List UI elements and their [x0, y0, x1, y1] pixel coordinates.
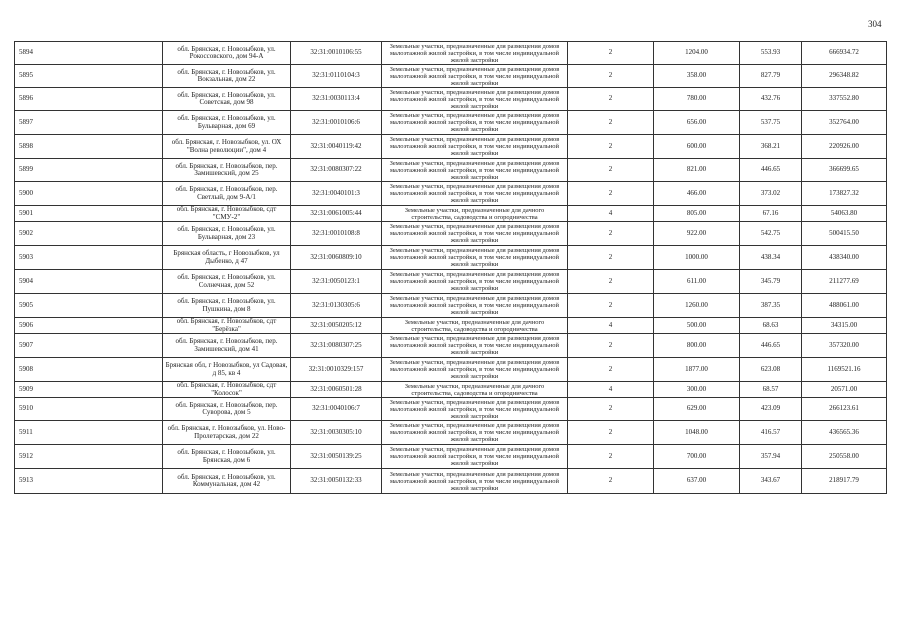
record-number: 5904 [15, 270, 163, 294]
use-group-cell: 2 [568, 398, 654, 421]
land-use-cell: Земельные участки, предназначенные для размещения домов малоэтажной жилой застройки, в том числе индивидуальной жилой застройки [382, 111, 568, 135]
land-use-cell: Земельные участки, предназначенные для размещения домов малоэтажной жилой застройки, в том числе индивидуальной жилой застройки [382, 135, 568, 159]
specific-value-cell: 67.16 [740, 206, 802, 222]
cadastral-number-cell: 32:31:0080307:22 [291, 159, 382, 182]
area-cell: 800.00 [654, 334, 740, 358]
area-cell: 611.00 [654, 270, 740, 294]
land-use-cell: Земельные участки, предназначенные для размещения домов малоэтажной жилой застройки, в том числе индивидуальной жилой застройки [382, 421, 568, 445]
table-row [15, 421, 887, 445]
area-cell: 821.00 [654, 159, 740, 182]
record-number: 5905 [15, 294, 163, 318]
record-number: 5906 [15, 318, 163, 334]
cadastral-value-cell: 20571.00 [802, 382, 887, 398]
specific-value-cell: 357.94 [740, 445, 802, 469]
address-cell: обл. Брянская, г. Новозыбков, ул. ОХ "Волна революции", дом 4 [163, 135, 291, 159]
use-group-cell: 2 [568, 334, 654, 358]
cadastral-number-cell: 32:31:0060501:28 [291, 382, 382, 398]
table-row [15, 382, 887, 398]
land-use-cell: Земельные участки, предназначенные для размещения домов малоэтажной жилой застройки, в том числе индивидуальной жилой застройки [382, 358, 568, 382]
area-cell: 1000.00 [654, 246, 740, 270]
address-cell: обл. Брянская, г. Новозыбков, ул. Солнечная, дом 52 [163, 270, 291, 294]
area-cell: 466.00 [654, 182, 740, 206]
specific-value-cell: 345.79 [740, 270, 802, 294]
cadastral-number-cell: 32:31:0110104:3 [291, 65, 382, 88]
cadastral-value-table [14, 41, 887, 494]
address-cell: обл. Брянская, г. Новозыбков, ул. Вокзальная, дом 22 [163, 65, 291, 88]
area-cell: 300.00 [654, 382, 740, 398]
table-row [15, 318, 887, 334]
land-use-cell: Земельные участки, предназначенные для дачного строительства, садоводства и огородничества [382, 206, 568, 222]
table-row [15, 398, 887, 421]
table-row [15, 270, 887, 294]
land-use-cell: Земельные участки, предназначенные для размещения домов малоэтажной жилой застройки, в том числе индивидуальной жилой застройки [382, 294, 568, 318]
specific-value-cell: 446.65 [740, 159, 802, 182]
area-cell: 922.00 [654, 222, 740, 246]
use-group-cell: 2 [568, 358, 654, 382]
table-row [15, 358, 887, 382]
specific-value-cell: 537.75 [740, 111, 802, 135]
address-cell: обл. Брянская, г. Новозыбков, ул. Бульварная, дом 23 [163, 222, 291, 246]
cadastral-number-cell: 32:31:0050132:33 [291, 469, 382, 494]
land-use-cell: Земельные участки, предназначенные для размещения домов малоэтажной жилой застройки, в том числе индивидуальной жилой застройки [382, 182, 568, 206]
record-number: 5895 [15, 65, 163, 88]
land-use-cell: Земельные участки, предназначенные для размещения домов малоэтажной жилой застройки, в том числе индивидуальной жилой застройки [382, 246, 568, 270]
land-use-cell: Земельные участки, предназначенные для дачного строительства, садоводства и огородничества [382, 318, 568, 334]
area-cell: 600.00 [654, 135, 740, 159]
cadastral-value-cell: 220926.00 [802, 135, 887, 159]
table-row [15, 88, 887, 111]
use-group-cell: 2 [568, 421, 654, 445]
address-cell: обл. Брянская, г. Новозыбков, ул. Коммунальная, дом 42 [163, 469, 291, 494]
cadastral-value-cell: 54063.80 [802, 206, 887, 222]
table-row [15, 294, 887, 318]
cadastral-number-cell: 32:31:0040106:7 [291, 398, 382, 421]
record-number: 5903 [15, 246, 163, 270]
record-number: 5899 [15, 159, 163, 182]
land-use-cell: Земельные участки, предназначенные для размещения домов малоэтажной жилой застройки, в том числе индивидуальной жилой застройки [382, 334, 568, 358]
address-cell: обл. Брянская, г. Новозыбков, пер. Светлый, дом 9-А/1 [163, 182, 291, 206]
use-group-cell: 2 [568, 445, 654, 469]
address-cell: обл. Брянская, г. Новозыбков, сдт "Колосок" [163, 382, 291, 398]
cadastral-value-cell: 337552.80 [802, 88, 887, 111]
use-group-cell: 2 [568, 469, 654, 494]
area-cell: 780.00 [654, 88, 740, 111]
specific-value-cell: 623.08 [740, 358, 802, 382]
cadastral-number-cell: 32:31:0040101:3 [291, 182, 382, 206]
table-row [15, 222, 887, 246]
cadastral-number-cell: 32:31:0010106:6 [291, 111, 382, 135]
record-number: 5901 [15, 206, 163, 222]
cadastral-value-cell: 266123.61 [802, 398, 887, 421]
table-row [15, 159, 887, 182]
address-cell: Брянская обл, г Новозыбков, ул Садовая, д 85, кв 4 [163, 358, 291, 382]
area-cell: 358.00 [654, 65, 740, 88]
specific-value-cell: 432.76 [740, 88, 802, 111]
land-use-cell: Земельные участки, предназначенные для размещения домов малоэтажной жилой застройки, в том числе индивидуальной жилой застройки [382, 445, 568, 469]
table-row [15, 65, 887, 88]
specific-value-cell: 68.57 [740, 382, 802, 398]
table-body [15, 42, 887, 494]
table-row [15, 135, 887, 159]
address-cell: обл. Брянская, г. Новозыбков, ул. Брянская, дом 6 [163, 445, 291, 469]
record-number: 5907 [15, 334, 163, 358]
land-use-cell: Земельные участки, предназначенные для размещения домов малоэтажной жилой застройки, в том числе индивидуальной жилой застройки [382, 222, 568, 246]
record-number: 5897 [15, 111, 163, 135]
use-group-cell: 2 [568, 182, 654, 206]
use-group-cell: 2 [568, 88, 654, 111]
address-cell: обл. Брянская, г. Новозыбков, сдт "СМУ-2" [163, 206, 291, 222]
use-group-cell: 2 [568, 65, 654, 88]
table-row [15, 334, 887, 358]
area-cell: 1260.00 [654, 294, 740, 318]
specific-value-cell: 368.21 [740, 135, 802, 159]
use-group-cell: 2 [568, 270, 654, 294]
table-row [15, 445, 887, 469]
cadastral-value-cell: 352764.00 [802, 111, 887, 135]
cadastral-value-cell: 488061.00 [802, 294, 887, 318]
cadastral-value-cell: 211277.69 [802, 270, 887, 294]
cadastral-value-cell: 218917.79 [802, 469, 887, 494]
land-use-cell: Земельные участки, предназначенные для размещения домов малоэтажной жилой застройки, в том числе индивидуальной жилой застройки [382, 88, 568, 111]
land-use-cell: Земельные участки, предназначенные для размещения домов малоэтажной жилой застройки, в том числе индивидуальной жилой застройки [382, 65, 568, 88]
address-cell: обл. Брянская, г. Новозыбков, ул. Ново-Пролетарская, дом 22 [163, 421, 291, 445]
area-cell: 1204.00 [654, 42, 740, 65]
record-number: 5910 [15, 398, 163, 421]
record-number: 5896 [15, 88, 163, 111]
specific-value-cell: 438.34 [740, 246, 802, 270]
address-cell: обл. Брянская, г. Новозыбков, ул. Бульварная, дом 69 [163, 111, 291, 135]
use-group-cell: 2 [568, 135, 654, 159]
cadastral-value-cell: 666934.72 [802, 42, 887, 65]
area-cell: 805.00 [654, 206, 740, 222]
table-row [15, 111, 887, 135]
record-number: 5913 [15, 469, 163, 494]
cadastral-number-cell: 32:31:0010108:8 [291, 222, 382, 246]
cadastral-number-cell: 32:31:0010329:157 [291, 358, 382, 382]
cadastral-number-cell: 32:31:0060809:10 [291, 246, 382, 270]
address-cell: обл. Брянская, г. Новозыбков, пер. Замишевский, дом 41 [163, 334, 291, 358]
specific-value-cell: 416.57 [740, 421, 802, 445]
specific-value-cell: 373.02 [740, 182, 802, 206]
use-group-cell: 2 [568, 111, 654, 135]
cadastral-number-cell: 32:31:0050139:25 [291, 445, 382, 469]
cadastral-number-cell: 32:31:0040119:42 [291, 135, 382, 159]
use-group-cell: 4 [568, 382, 654, 398]
specific-value-cell: 827.79 [740, 65, 802, 88]
specific-value-cell: 343.67 [740, 469, 802, 494]
cadastral-value-cell: 357320.00 [802, 334, 887, 358]
address-cell: обл. Брянская, г. Новозыбков, ул. Советская, дом 98 [163, 88, 291, 111]
area-cell: 700.00 [654, 445, 740, 469]
land-use-cell: Земельные участки, предназначенные для размещения домов малоэтажной жилой застройки, в том числе индивидуальной жилой застройки [382, 159, 568, 182]
area-cell: 1048.00 [654, 421, 740, 445]
land-use-cell: Земельные участки, предназначенные для размещения домов малоэтажной жилой застройки, в том числе индивидуальной жилой застройки [382, 42, 568, 65]
area-cell: 637.00 [654, 469, 740, 494]
cadastral-value-cell: 1169521.16 [802, 358, 887, 382]
record-number: 5911 [15, 421, 163, 445]
address-cell: обл. Брянская, г. Новозыбков, пер. Замишевский, дом 25 [163, 159, 291, 182]
cadastral-value-cell: 500415.50 [802, 222, 887, 246]
record-number: 5898 [15, 135, 163, 159]
use-group-cell: 2 [568, 294, 654, 318]
cadastral-number-cell: 32:31:0130305:6 [291, 294, 382, 318]
cadastral-number-cell: 32:31:0010106:55 [291, 42, 382, 65]
land-use-cell: Земельные участки, предназначенные для дачного строительства, садоводства и огородничества [382, 382, 568, 398]
cadastral-value-cell: 250558.00 [802, 445, 887, 469]
use-group-cell: 4 [568, 206, 654, 222]
specific-value-cell: 553.93 [740, 42, 802, 65]
specific-value-cell: 423.09 [740, 398, 802, 421]
area-cell: 629.00 [654, 398, 740, 421]
table-row [15, 206, 887, 222]
address-cell: Брянская область, г Новозыбков, ул Дыбенко, д 47 [163, 246, 291, 270]
specific-value-cell: 387.35 [740, 294, 802, 318]
land-use-cell: Земельные участки, предназначенные для размещения домов малоэтажной жилой застройки, в том числе индивидуальной жилой застройки [382, 270, 568, 294]
area-cell: 656.00 [654, 111, 740, 135]
specific-value-cell: 542.75 [740, 222, 802, 246]
cadastral-value-cell: 34315.00 [802, 318, 887, 334]
area-cell: 500.00 [654, 318, 740, 334]
cadastral-number-cell: 32:31:0080307:25 [291, 334, 382, 358]
cadastral-number-cell: 32:31:0050205:12 [291, 318, 382, 334]
record-number: 5912 [15, 445, 163, 469]
table-row [15, 182, 887, 206]
cadastral-number-cell: 32:31:0061005:44 [291, 206, 382, 222]
use-group-cell: 2 [568, 42, 654, 65]
address-cell: обл. Брянская, г. Новозыбков, пер. Суворова, дом 5 [163, 398, 291, 421]
table-row [15, 469, 887, 494]
record-number: 5900 [15, 182, 163, 206]
record-number: 5902 [15, 222, 163, 246]
address-cell: обл. Брянская, г. Новозыбков, ул. Рокоссовского, дом 94-А [163, 42, 291, 65]
specific-value-cell: 446.65 [740, 334, 802, 358]
address-cell: обл. Брянская, г. Новозыбков, сдт "Берёзка" [163, 318, 291, 334]
use-group-cell: 2 [568, 222, 654, 246]
specific-value-cell: 68.63 [740, 318, 802, 334]
use-group-cell: 2 [568, 159, 654, 182]
table-row [15, 42, 887, 65]
land-use-cell: Земельные участки, предназначенные для размещения домов малоэтажной жилой застройки, в том числе индивидуальной жилой застройки [382, 469, 568, 494]
record-number: 5908 [15, 358, 163, 382]
cadastral-number-cell: 32:31:0030113:4 [291, 88, 382, 111]
cadastral-number-cell: 32:31:0030305:10 [291, 421, 382, 445]
land-use-cell: Земельные участки, предназначенные для размещения домов малоэтажной жилой застройки, в том числе индивидуальной жилой застройки [382, 398, 568, 421]
address-cell: обл. Брянская, г. Новозыбков, ул. Пушкина, дом 8 [163, 294, 291, 318]
use-group-cell: 2 [568, 246, 654, 270]
cadastral-value-cell: 173827.32 [802, 182, 887, 206]
use-group-cell: 4 [568, 318, 654, 334]
record-number: 5894 [15, 42, 163, 65]
cadastral-number-cell: 32:31:0050123:1 [291, 270, 382, 294]
cadastral-value-cell: 436565.36 [802, 421, 887, 445]
table-row [15, 246, 887, 270]
cadastral-value-cell: 438340.00 [802, 246, 887, 270]
area-cell: 1877.00 [654, 358, 740, 382]
cadastral-value-cell: 366699.65 [802, 159, 887, 182]
record-number: 5909 [15, 382, 163, 398]
cadastral-value-cell: 296348.82 [802, 65, 887, 88]
page-number: 304 [868, 19, 882, 29]
